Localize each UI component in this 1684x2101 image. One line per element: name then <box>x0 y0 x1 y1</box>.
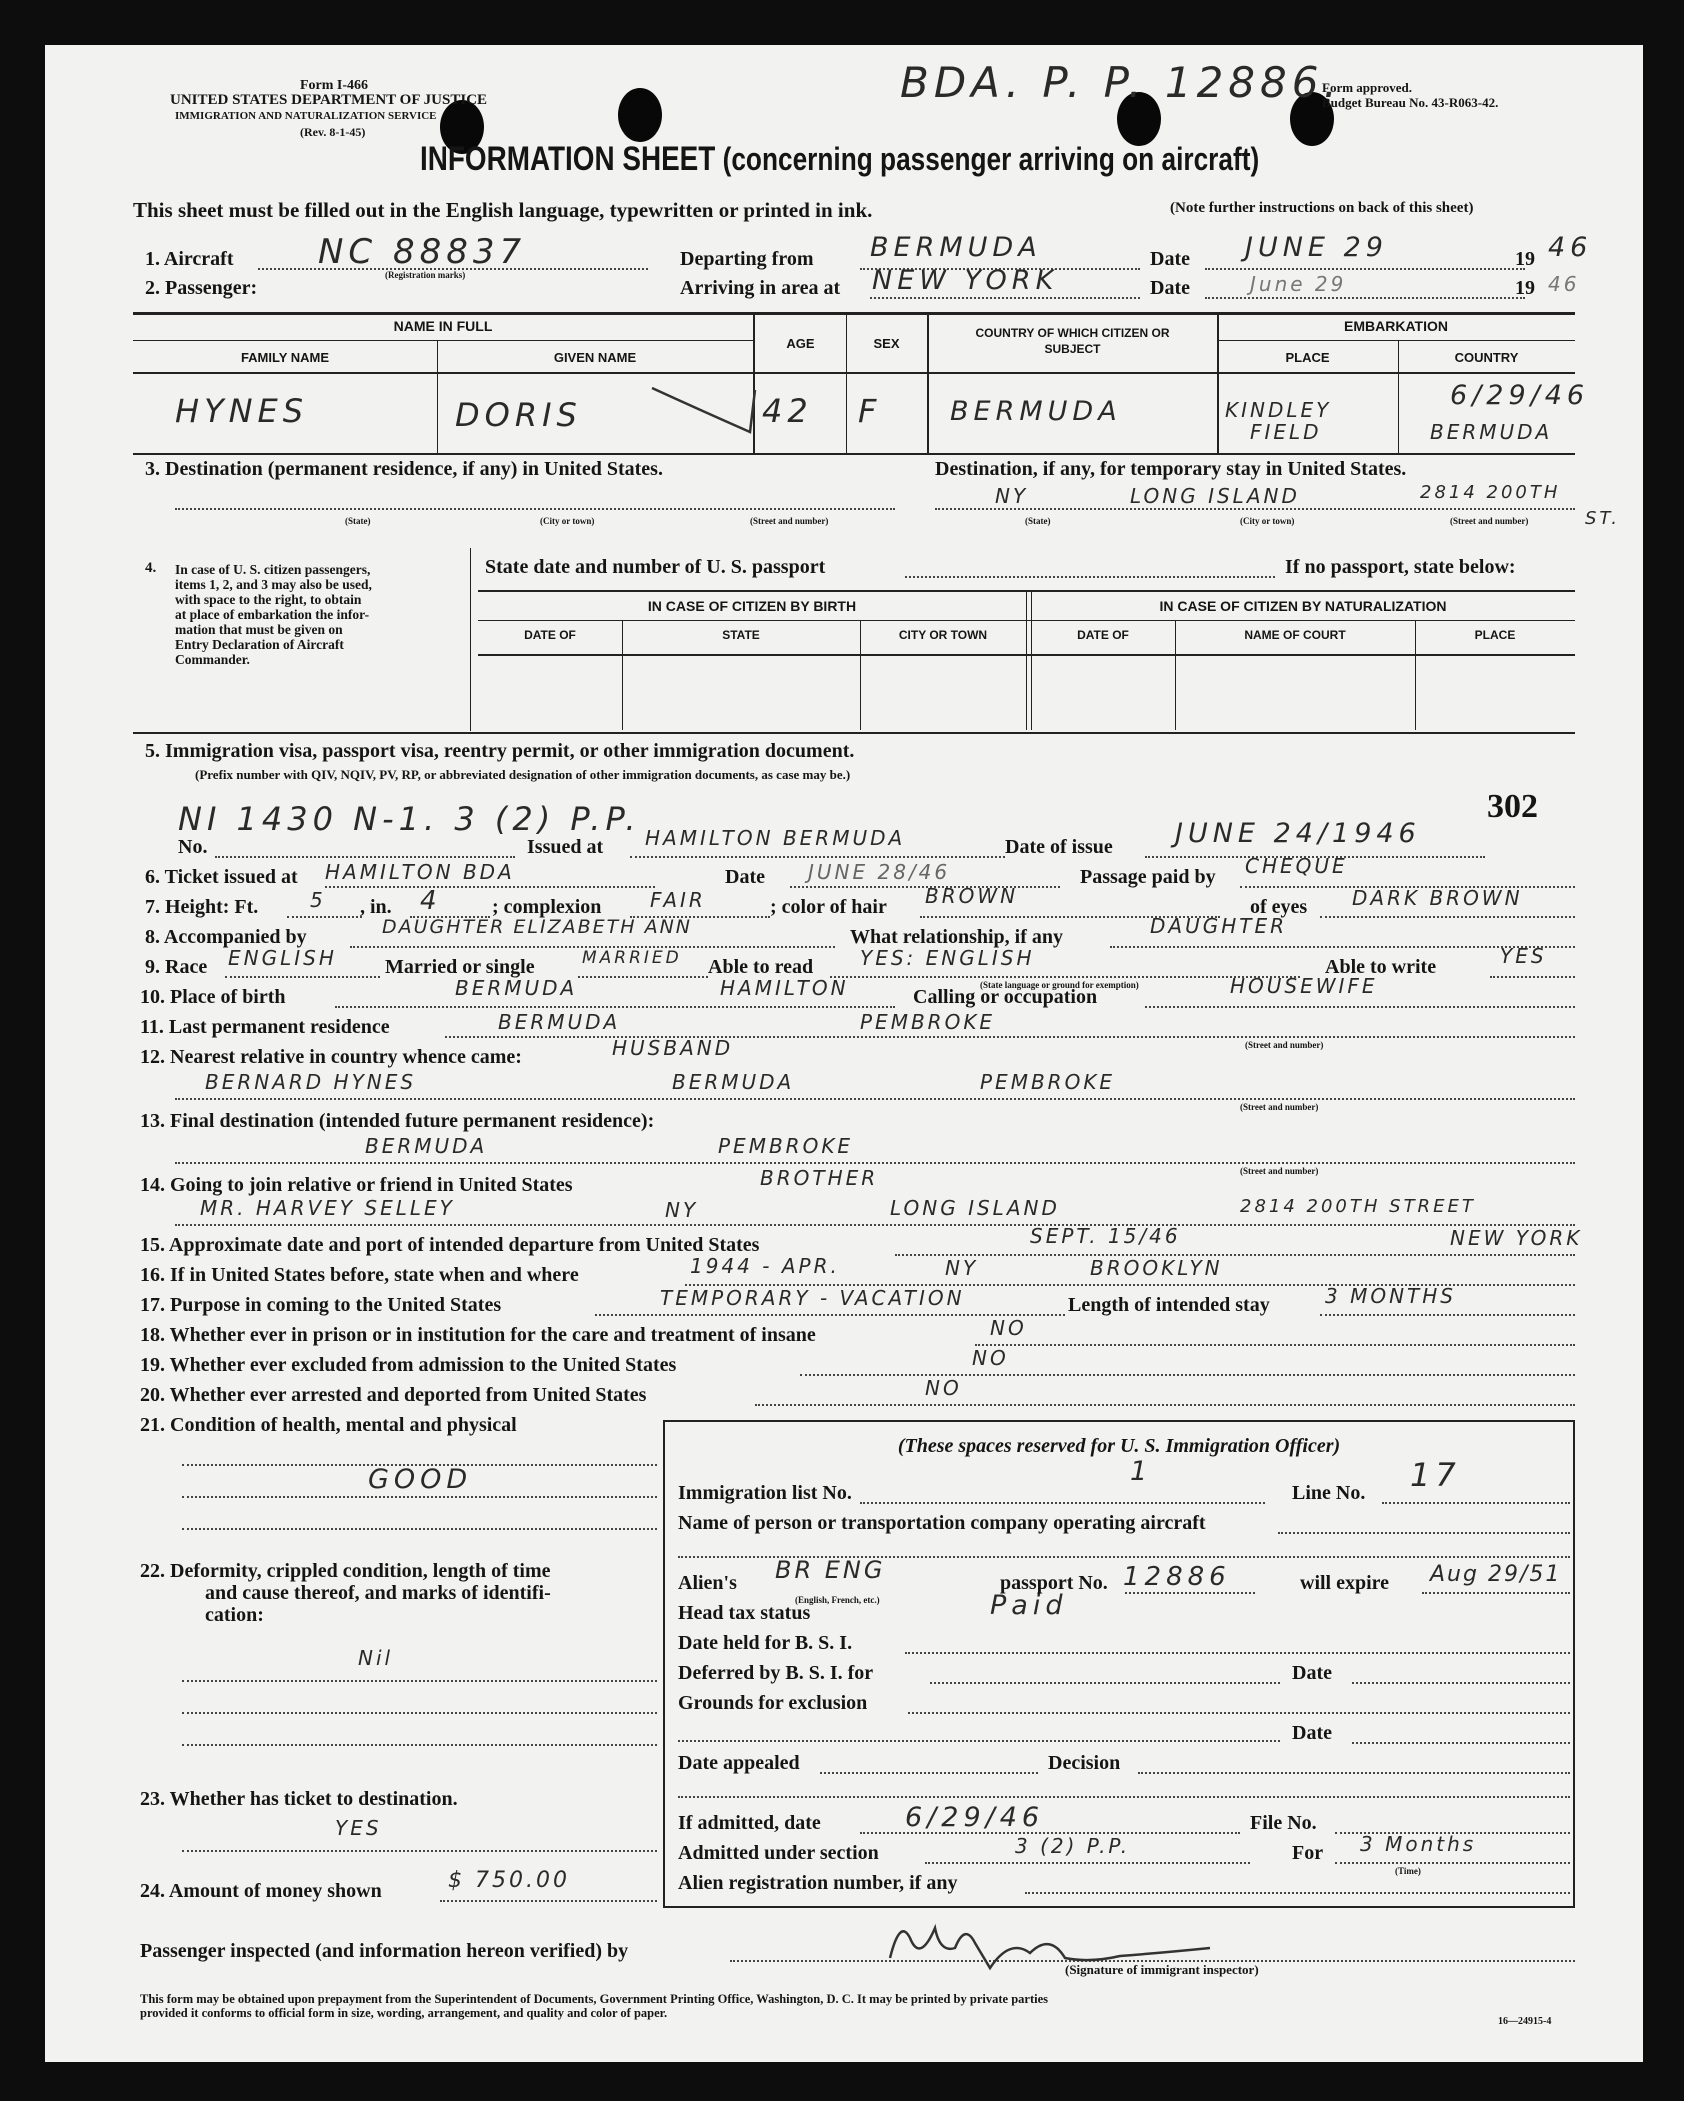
join-street: 2814 200TH STREET <box>1240 1196 1476 1217</box>
alien-reg-label: Alien registration number, if any <box>678 1872 958 1894</box>
fine-print-1: This form may be obtained upon prepayment from the Superintendent of Documents, Government Printing Office, Washington, D. C. It may be printed by private parties <box>140 1992 1048 2006</box>
deported-label: 20. Whether ever arrested and deported from United States <box>140 1384 647 1406</box>
citizen-note-line: Commander. <box>175 652 250 667</box>
last-residence-country: BERMUDA <box>498 1010 621 1034</box>
join-name: MR. HARVEY SELLEY <box>200 1196 455 1220</box>
doc-no-label: No. <box>178 836 208 858</box>
birth-date-header: DATE OF <box>524 628 576 642</box>
will-expire-label: will expire <box>1300 1572 1390 1594</box>
passport-no-value: 12886 <box>1123 1562 1231 1592</box>
will-expire-value: Aug 29/51 <box>1430 1562 1562 1587</box>
form-title <box>420 140 1259 179</box>
race-value: ENGLISH <box>228 946 337 970</box>
destination-temporary-label: Destination, if any, for temporary stay in United States. <box>935 458 1407 480</box>
city-caption-2: (City or town) <box>1240 516 1295 526</box>
money-value: $ 750.00 <box>448 1868 570 1893</box>
citizen-country-value: BERMUDA <box>950 396 1122 427</box>
city-caption: (City or town) <box>540 516 595 526</box>
immigration-doc-label: 5. Immigration visa, passport visa, reentry permit, or other immigration document. <box>145 740 855 762</box>
year1-value: 46 <box>1548 232 1593 263</box>
decision-label: Decision <box>1048 1752 1121 1774</box>
arriving-value: NEW YORK <box>872 265 1059 296</box>
department: UNITED STATES DEPARTMENT OF JUSTICE <box>170 92 488 108</box>
age-header: AGE <box>786 336 815 351</box>
inspected-by-label: Passenger inspected (and information hereon verified) by <box>140 1940 629 1962</box>
join-relation: BROTHER <box>760 1166 879 1190</box>
hair-color-label: ; color of hair <box>770 896 887 918</box>
form-approved: Form approved. <box>1322 80 1413 95</box>
deferred-label: Deferred by B. S. I. for <box>678 1662 874 1684</box>
temp-state-value: NY <box>995 484 1029 508</box>
departure-label: 15. Approximate date and port of intended departure from United States <box>140 1234 760 1256</box>
date1-value: JUNE 29 <box>1245 232 1388 263</box>
citizen-note-line: at place of embarkation the infor- <box>175 607 370 622</box>
birthplace-label: 10. Place of birth <box>140 986 286 1008</box>
read-label: Able to read <box>708 956 814 978</box>
relative-relation: HUSBAND <box>612 1036 734 1060</box>
embark-country-header: COUNTRY <box>1454 350 1519 365</box>
birth-state-header: STATE <box>722 628 760 642</box>
grounds-label: Grounds for exclusion <box>678 1692 868 1714</box>
marital-label: Married or single <box>385 956 535 978</box>
section-label: Admitted under section <box>678 1842 879 1864</box>
purpose-value: TEMPORARY - VACATION <box>660 1286 965 1310</box>
hair-color-value: BROWN <box>925 884 1019 908</box>
temp-street-suffix: ST. <box>1585 508 1621 529</box>
section-value: 3 (2) P.P. <box>1015 1834 1131 1858</box>
aircraft-value: NC 88837 <box>318 232 527 272</box>
title-main: INFORMATION SHEET <box>420 140 716 178</box>
health-value: GOOD <box>368 1464 473 1495</box>
prison-label: 18. Whether ever in prison or in institution for the care and treatment of insane <box>140 1324 816 1346</box>
aircraft-label: 1. Aircraft <box>145 248 234 270</box>
citizen-birth-header: IN CASE OF CITIZEN BY BIRTH <box>647 598 857 614</box>
country-header: COUNTRY OF WHICH CITIZEN OR SUBJECT <box>975 326 1170 356</box>
date2-label: Date <box>1150 277 1190 299</box>
passage-paid-value: CHEQUE <box>1245 854 1348 878</box>
note-instructions: (Note further instructions on back of this sheet) <box>1170 200 1474 216</box>
excluded-label: 19. Whether ever excluded from admission to the United States <box>140 1354 677 1376</box>
admitted-value: 6/29/46 <box>905 1802 1045 1833</box>
stay-length-label: Length of intended stay <box>1068 1294 1270 1316</box>
ticket-issued-label: 6. Ticket issued at <box>145 866 298 888</box>
marital-value: MARRIED <box>582 948 682 968</box>
budget-bureau: Budget Bureau No. 43-R063-42. <box>1322 95 1499 110</box>
deferred-date-label: Date <box>1292 1662 1332 1684</box>
passport-date-label: State date and number of U. S. passport <box>485 556 826 578</box>
year2-value: 46 <box>1548 272 1580 296</box>
item4-number: 4. <box>145 560 157 576</box>
family-name-value: HYNES <box>175 392 309 430</box>
citizen-natural-header: IN CASE OF CITIZEN BY NATURALIZATION <box>1159 598 1447 614</box>
time-caption: (Time) <box>1395 1866 1421 1876</box>
purpose-label: 17. Purpose in coming to the United States <box>140 1294 502 1316</box>
sex-header: SEX <box>873 336 900 351</box>
natural-place-header: PLACE <box>1474 628 1516 642</box>
no-passport-label: If no passport, state below: <box>1285 556 1516 578</box>
last-residence-city: PEMBROKE <box>860 1010 996 1034</box>
relationship-value: DAUGHTER <box>1150 914 1288 938</box>
final-destination-label: 13. Final destination (intended future permanent residence): <box>140 1110 655 1132</box>
fine-print-2: provided it conforms to official form in size, wording, arrangement, and quality and color of paper. <box>140 2006 668 2020</box>
year1-prefix: 19 <box>1515 248 1535 270</box>
previous-visit-city: BROOKLYN <box>1090 1256 1223 1280</box>
head-tax-label: Head tax status <box>678 1602 811 1624</box>
departing-value: BERMUDA <box>870 232 1042 263</box>
citizen-note-line: with space to the right, to obtain <box>175 592 362 607</box>
read-value: YES: ENGLISH <box>860 946 1035 970</box>
eye-color-label: of eyes <box>1250 896 1308 918</box>
place-header: PLACE <box>1285 350 1330 365</box>
line-no-value: 17 <box>1410 1456 1461 1494</box>
previous-visit-date: 1944 - APR. <box>690 1254 840 1278</box>
previous-visit-label: 16. If in United States before, state when and where <box>140 1264 579 1286</box>
embarkation-header: EMBARKATION <box>1344 318 1448 334</box>
ticket-issued-value: HAMILTON BDA <box>325 860 515 884</box>
deformity-label-3: cation: <box>205 1604 264 1626</box>
departure-port: NEW YORK <box>1450 1226 1583 1250</box>
revision: (Rev. 8-1-45) <box>300 125 366 139</box>
aliens-label: Alien's <box>678 1572 737 1594</box>
age-value: 42 <box>762 392 813 430</box>
instruction: This sheet must be filled out in the English language, typewritten or printed in ink. <box>133 198 873 222</box>
height-in-value: 4 <box>420 886 440 916</box>
date1-label: Date <box>1150 248 1190 270</box>
read-caption: (State language or ground for exemption) <box>980 980 1139 990</box>
relationship-label: What relationship, if any <box>850 926 1063 948</box>
height-in-label: , in. <box>360 896 392 918</box>
service: IMMIGRATION AND NATURALIZATION SERVICE <box>175 110 437 122</box>
relative-label: 12. Nearest relative in country whence came: <box>140 1046 522 1068</box>
citizen-note <box>175 562 457 667</box>
state-caption: (State) <box>345 516 371 526</box>
line-no-label: Line No. <box>1292 1482 1366 1504</box>
street-caption: (Street and number) <box>750 516 829 526</box>
accompanied-value: DAUGHTER ELIZABETH ANN <box>382 916 692 938</box>
final-destination-country: BERMUDA <box>365 1134 488 1158</box>
natural-date-header: DATE OF <box>1077 628 1129 642</box>
join-relative-label: 14. Going to join relative or friend in United States <box>140 1174 573 1196</box>
join-city: LONG ISLAND <box>890 1196 1060 1220</box>
complexion-value: FAIR <box>650 888 706 912</box>
street-caption-2: (Street and number) <box>1450 516 1529 526</box>
immigration-doc-sub: (Prefix number with QIV, NQIV, PV, RP, or abbreviated designation of other immigration documents, as case may be.) <box>195 767 851 782</box>
citizen-note-line: mation that must be given on <box>175 622 343 637</box>
officer-box-title: (These spaces reserved for U. S. Immigration Officer) <box>897 1435 1341 1457</box>
ticket-destination-value: YES <box>335 1816 382 1840</box>
departure-date: SEPT. 15/46 <box>1030 1224 1181 1248</box>
ticket-date-value: JUNE 28/46 <box>808 860 951 884</box>
relative-country: BERMUDA <box>672 1070 795 1094</box>
imm-list-label: Immigration list No. <box>678 1482 852 1504</box>
passenger-label: 2. Passenger: <box>145 277 258 299</box>
head-tax-value: Paid <box>990 1590 1068 1621</box>
embark-country-value: BERMUDA <box>1430 420 1553 444</box>
family-name-header: FAMILY NAME <box>240 350 330 365</box>
file-no-label: File No. <box>1250 1812 1317 1834</box>
punch-hole <box>618 88 662 142</box>
occupation-value: HOUSEWIFE <box>1230 974 1378 998</box>
stamp-number: 302 <box>1487 788 1538 825</box>
citizen-note-line: items 1, 2, and 3 may also be used, <box>175 577 372 592</box>
for-value: 3 Months <box>1360 1832 1477 1856</box>
ticket-date-label: Date <box>725 866 765 888</box>
title-sub: (concerning passenger arriving on aircraft) <box>722 141 1260 177</box>
final-destination-city: PEMBROKE <box>718 1134 854 1158</box>
year2-prefix: 19 <box>1515 277 1535 299</box>
gpo-code: 16—24915-4 <box>1498 2016 1552 2027</box>
arriving-label: Arriving in area at <box>680 277 841 299</box>
language-caption: (English, French, etc.) <box>795 1595 880 1605</box>
write-value: YES <box>1500 944 1547 968</box>
previous-visit-state: NY <box>945 1256 979 1280</box>
citizen-note-line: In case of U. S. citizen passengers, <box>175 562 371 577</box>
destination-permanent-label: 3. Destination (permanent residence, if any) in United States. <box>145 458 663 480</box>
temp-city-value: LONG ISLAND <box>1130 484 1300 508</box>
for-label: For <box>1292 1842 1324 1864</box>
given-name-value: DORIS <box>455 396 582 434</box>
passport-no-label: passport No. <box>1000 1572 1108 1594</box>
date2-value: June 29 <box>1250 272 1347 296</box>
ticket-destination-label: 23. Whether has ticket to destination. <box>140 1788 458 1810</box>
birth-country-value: BERMUDA <box>455 976 578 1000</box>
relative-name: BERNARD HYNES <box>205 1070 417 1094</box>
race-label: 9. Race <box>145 956 208 978</box>
date-of-issue-value: JUNE 24/1946 <box>1175 818 1421 849</box>
passage-paid-label: Passage paid by <box>1080 866 1216 888</box>
height-ft-label: 7. Height: Ft. <box>145 896 259 918</box>
registration-marks: (Registration marks) <box>385 270 466 280</box>
stay-length-value: 3 MONTHS <box>1325 1284 1456 1308</box>
aliens-value: BR ENG <box>775 1556 886 1584</box>
imm-list-value: 1 <box>1130 1456 1153 1487</box>
health-label: 21. Condition of health, mental and physical <box>140 1414 517 1436</box>
admitted-label: If admitted, date <box>678 1812 821 1834</box>
complexion-label: ; complexion <box>492 896 602 918</box>
file-reference: BDA. P. P. 12886. <box>900 58 1342 107</box>
immigration-doc-value: NI 1430 N-1. 3 (2) P.P. <box>178 800 641 838</box>
embark-date-value: 6/29/46 <box>1450 380 1590 411</box>
departing-label: Departing from <box>680 248 814 270</box>
issued-at-value: HAMILTON BERMUDA <box>645 826 906 850</box>
temp-street-value: 2814 200TH <box>1420 482 1561 503</box>
street-caption-11: (Street and number) <box>1245 1040 1324 1050</box>
deformity-label-1: 22. Deformity, crippled condition, length of time <box>140 1560 551 1582</box>
sex-value: F <box>858 392 882 430</box>
height-ft-value: 5 <box>310 888 326 912</box>
state-caption-2: (State) <box>1025 516 1051 526</box>
date-of-issue-label: Date of issue <box>1005 836 1113 858</box>
birth-city-value: HAMILTON <box>720 976 849 1000</box>
accompanied-label: 8. Accompanied by <box>145 926 307 948</box>
prison-value: NO <box>990 1316 1027 1340</box>
excluded-value: NO <box>972 1346 1009 1370</box>
check-mark <box>650 380 760 440</box>
company-label: Name of person or transportation company operating aircraft <box>678 1512 1206 1534</box>
natural-court-header: NAME OF COURT <box>1244 628 1346 642</box>
street-caption-12: (Street and number) <box>1240 1102 1319 1112</box>
bsi-label: Date held for B. S. I. <box>678 1632 853 1654</box>
birth-city-header: CITY OR TOWN <box>898 628 988 642</box>
street-caption-13: (Street and number) <box>1240 1166 1319 1176</box>
form-number: Form I-466 <box>300 78 369 93</box>
given-name-header: GIVEN NAME <box>553 350 637 365</box>
signature-caption: (Signature of immigrant inspector) <box>1065 1962 1259 1977</box>
deformity-value: Nil <box>358 1646 394 1670</box>
eye-color-value: DARK BROWN <box>1352 886 1523 910</box>
deported-value: NO <box>925 1376 962 1400</box>
citizen-note-line: Entry Declaration of Aircraft <box>175 637 344 652</box>
name-in-full-header: NAME IN FULL <box>393 318 493 334</box>
deformity-label-2: and cause thereof, and marks of identifi- <box>205 1582 551 1604</box>
last-residence-label: 11. Last permanent residence <box>140 1016 390 1038</box>
grounds-date-label: Date <box>1292 1722 1332 1744</box>
embark-place-line2: FIELD <box>1250 420 1322 444</box>
issued-at-label: Issued at <box>527 836 604 858</box>
occupation-label: Calling or occupation <box>913 986 1098 1008</box>
join-state: NY <box>665 1198 699 1222</box>
appealed-label: Date appealed <box>678 1752 800 1774</box>
write-label: Able to write <box>1325 956 1437 978</box>
relative-city: PEMBROKE <box>980 1070 1116 1094</box>
embark-place-line1: KINDLEY <box>1225 398 1332 422</box>
money-label: 24. Amount of money shown <box>140 1880 382 1902</box>
